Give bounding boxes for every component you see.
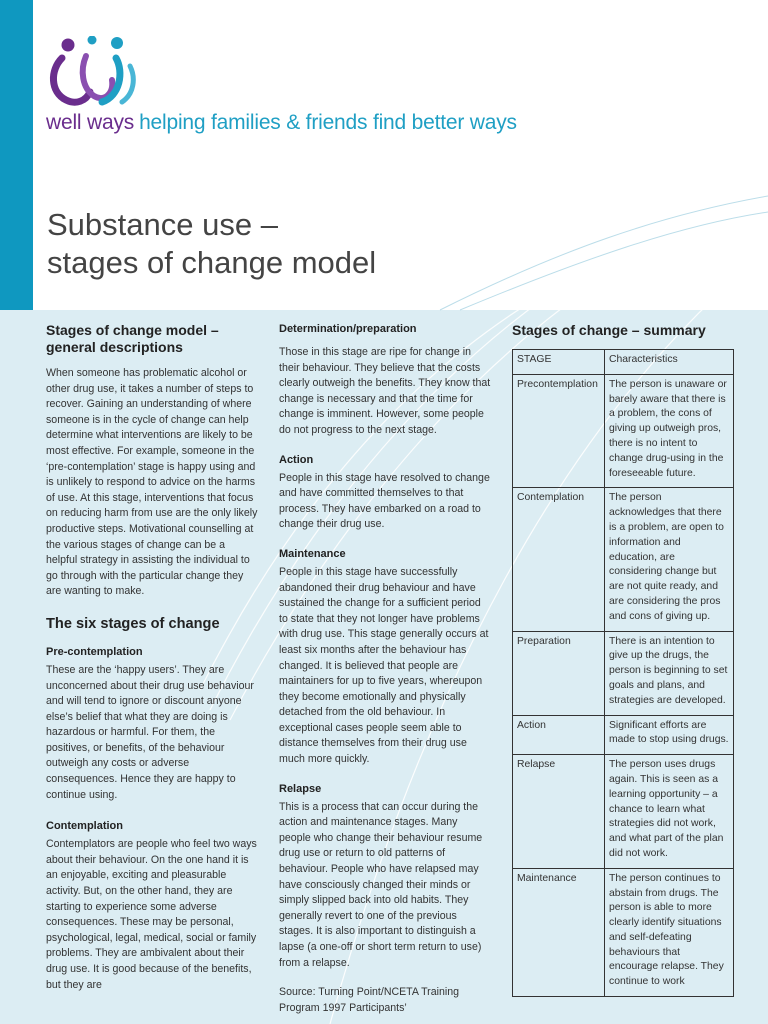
relapse-heading: Relapse [279, 782, 322, 795]
characteristics-cell: The person is unaware or barely aware that there is a problem, the cons of giving up outweigh pros, there is no intent to change drug-using in the foreseeable future. [605, 374, 734, 488]
table-row [513, 868, 734, 996]
intro-paragraph: When someone has problematic alcohol or other drug use, it takes a number of steps to recover. Gaining an understanding of where someone is in the cycle of change can help determine what interventions are likely to be most effective. For example, someone in the ‘pre-contemplation’ stage is happy using and is unlikely to respond to advice on the harms of use. At this stage, interventions that focus on reducing harm from use are the only likely productive steps. Motivational counselling at the various stages of change can be a helpful strategy in assisting the individual to go through with the particular change they are wanting to make. [46, 367, 258, 598]
characteristics-cell: There is an intention to give up the drugs, the person is beginning to set goals and plans, and strategies are developed. [605, 631, 734, 715]
contemplation-text: Contemplators are people who feel two ways about their behaviour. On the one hand it is an enjoyable, exciting and pleasurable activity. But, on the other hand, they are starting to experience some adverse consequences. These may be personal, psychological, legal, medical, social or family problems. They are ambivalent about their drug use. It is good because of the benefits, but they are [46, 838, 257, 991]
action-text: People in this stage have resolved to change and have committed themselves to that process. They have embarked on a road to change their drug use. [279, 471, 490, 531]
stage-cell: Relapse [513, 755, 605, 869]
summary-heading: Stages of change – summary [512, 322, 706, 338]
contemplation-heading: Contemplation [46, 820, 123, 833]
table-row [513, 715, 734, 755]
precontemplation-text: These are the ‘happy users’. They are unconcerned about their drug use behaviour and will tend to ignore or discount anyone else’s belief that what they are doing is hazardous or harmful. For them, the positives, or benefits, of the behaviour outweigh any costs or adverse consequences. Hence they are happy to continue using. [46, 663, 254, 801]
brand-name: well ways [46, 111, 135, 134]
table-row [513, 755, 734, 869]
maintenance-text: People in this stage have successfully abandoned their drug behaviour and have sustained the change for a sufficient period to state that they not longer have problems with drug use. This stage generally occurs at least six months after the behaviour has changed. It is believed that people are maintainers for up to five years, whereupon they become emotionally and physically detached from the old behaviour. In exceptional cases people seem able to distance themselves from their drug use much more quickly. [279, 565, 489, 766]
column-stage-details [279, 322, 491, 1016]
accent-bar [0, 0, 33, 310]
column-summary [512, 322, 738, 997]
characteristics-cell: The person continues to abstain from drugs. The person is able to more clearly identify situations and self-defeating behaviours that encourage relapse. They continue to work [605, 868, 734, 996]
six-stages-heading: The six stages of change [46, 615, 220, 632]
stage-cell: Contemplation [513, 488, 605, 631]
header-stage: STAGE [513, 350, 605, 375]
header-characteristics: Characteristics [605, 350, 734, 375]
stage-cell: Preparation [513, 631, 605, 715]
characteristics-cell: Significant efforts are made to stop using drugs. [605, 715, 734, 755]
characteristics-cell: The person acknowledges that there is a problem, are open to information and education, are considering change but are not quite ready, and are considering the pros and cons of giving up. [605, 488, 734, 631]
title-line-1: Substance use – [47, 207, 278, 242]
action-heading: Action [279, 453, 314, 466]
stage-cell: Maintenance [513, 868, 605, 996]
stages-summary-table [512, 349, 734, 997]
precontemplation-heading: Pre-contemplation [46, 645, 143, 658]
determination-text: Those in this stage are ripe for change in their behaviour. They believe that the costs clearly outweigh the benefits. They know that change is necessary and that the time for change is imminent. However, some people do not progress to the next stage. [279, 346, 491, 436]
table-header-row [513, 350, 734, 375]
brand-tagline: helping families & friends find better ways [139, 111, 517, 134]
characteristics-cell: The person uses drugs again. This is seen as a learning opportunity – a chance to learn what strategies did not work, and what part of the plan did not work. [605, 755, 734, 869]
table-row [513, 374, 734, 488]
title-line-2: stages of change model [47, 245, 377, 280]
table-row [513, 631, 734, 715]
maintenance-heading: Maintenance [279, 547, 346, 560]
source-note: Source: Turning Point/NCETA Training Program 1997 Participants’ [279, 986, 459, 1014]
wellways-logo [46, 36, 146, 112]
document-title [47, 206, 376, 282]
stage-cell: Action [513, 715, 605, 755]
relapse-text: This is a process that can occur during the action and maintenance stages. Many people who change their behaviour resume drug use or return to old patterns of behaviour. People who have relapsed may have consciously changed their minds or simply slipped back into old habits. They generally revert to one of the previous stages. It is also important to distinguish a lapse (a one-off or short term return to use) from a relapse. [279, 800, 483, 969]
column-general-descriptions [46, 322, 259, 993]
stage-cell: Precontemplation [513, 374, 605, 488]
brand-line [46, 111, 517, 135]
determination-heading: Determination/preparation [279, 323, 417, 335]
general-descriptions-heading: Stages of change model – general descriptions [46, 322, 219, 355]
table-row [513, 488, 734, 631]
